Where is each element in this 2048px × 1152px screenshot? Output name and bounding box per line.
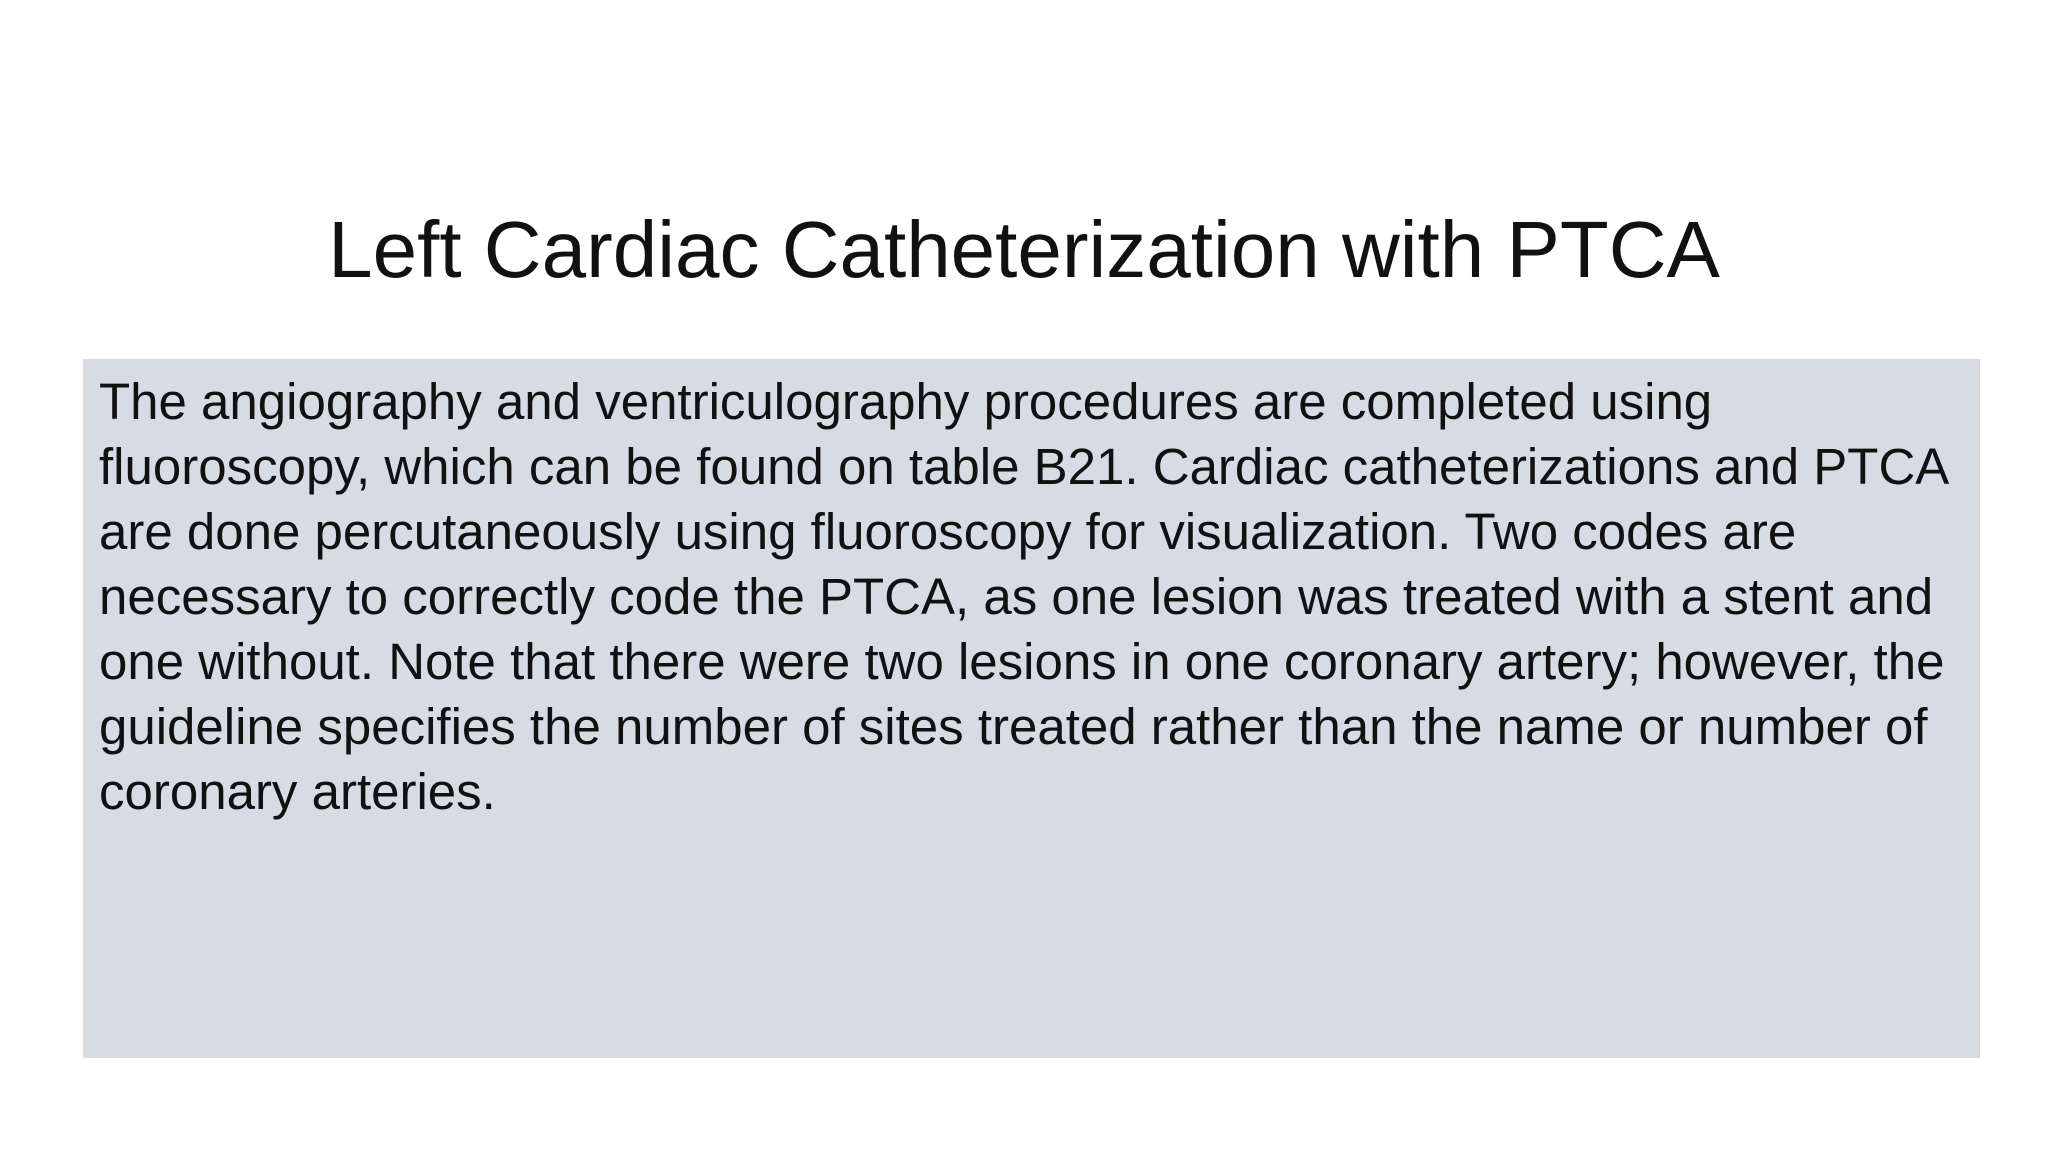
slide-title: Left Cardiac Catheterization with PTCA — [328, 205, 1720, 294]
content-paragraph: The angiography and ventriculography procedures are completed using fluoroscopy, which can be found on table B21. Cardiac catheterizations and PTCA are done percutaneously using fluoroscopy for visualization. Two codes are necessary to correctly code the PTCA, as one lesion was treated with a stent and one without. Note that there were two lesions in one coronary artery; however, the guideline specifies the number of sites treated rather than the name or number of coronary arteries. — [99, 373, 1947, 820]
content-box — [83, 359, 1980, 1058]
